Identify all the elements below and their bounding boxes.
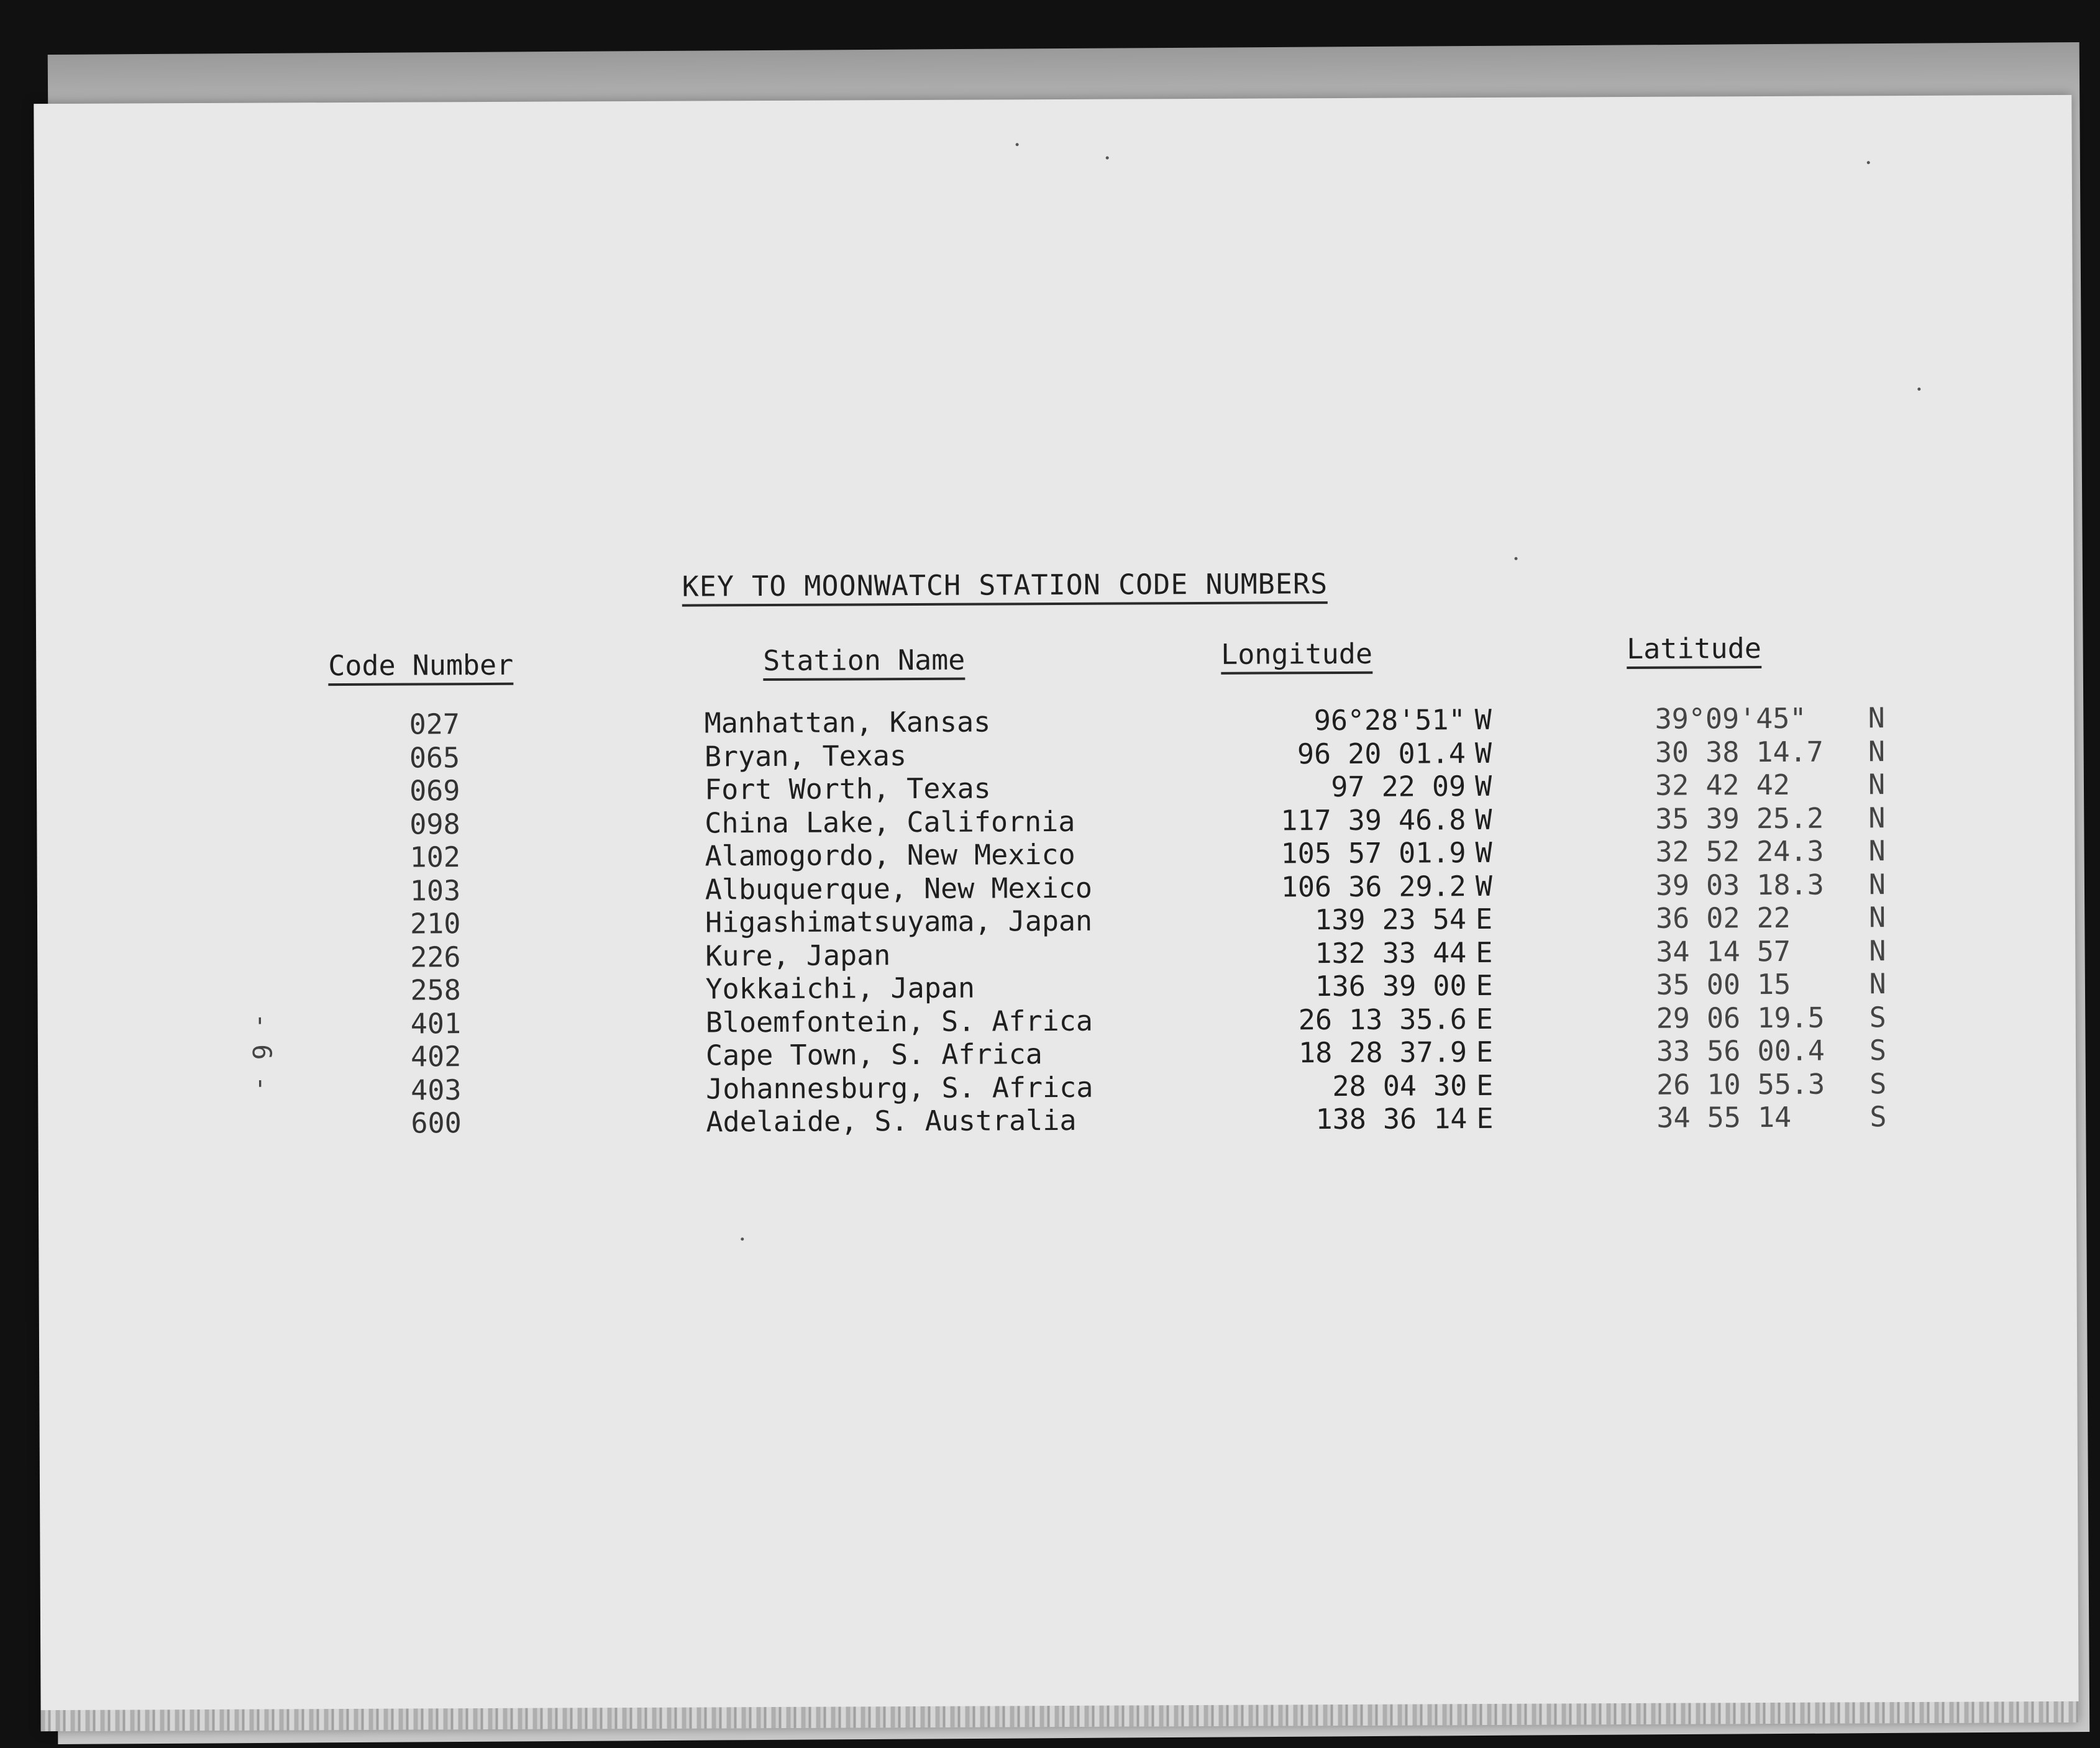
- station-cell: Bloemfontein, S. Africa: [705, 1004, 1093, 1039]
- code-cell: 600: [411, 1106, 462, 1140]
- latitude-cell: 34 14 57: [1656, 934, 1791, 968]
- code-cell: 103: [409, 873, 461, 908]
- code-cell: 102: [409, 840, 460, 874]
- station-cell: Johannesburg, S. Africa: [706, 1070, 1093, 1105]
- latitude-cell: 34 55 14: [1656, 1100, 1792, 1134]
- longitude-hemisphere-cell: W: [1475, 869, 1493, 903]
- latitude-cell: 39°09'45": [1655, 701, 1807, 735]
- longitude-cell: 138 36 14: [1315, 1102, 1468, 1136]
- latitude-hemisphere-cell: N: [1868, 834, 1886, 868]
- station-table: [37, 701, 2076, 1142]
- latitude-cell: 26 10 55.3: [1656, 1067, 1825, 1101]
- code-cell: 069: [409, 774, 460, 808]
- header-longitude: Longitude: [1221, 637, 1372, 675]
- longitude-cell: 105 57 01.9: [1281, 836, 1466, 870]
- dust-speck: [1016, 143, 1019, 146]
- station-cell: Albuquerque, New Mexico: [705, 871, 1093, 906]
- dust-speck: [1515, 557, 1518, 560]
- longitude-cell: 26 13 35.6: [1298, 1002, 1467, 1036]
- latitude-hemisphere-cell: N: [1868, 901, 1886, 934]
- latitude-cell: 35 39 25.2: [1655, 801, 1824, 835]
- latitude-cell: 29 06 19.5: [1656, 1001, 1825, 1035]
- longitude-cell: 96 20 01.4: [1297, 736, 1466, 770]
- longitude-hemisphere-cell: W: [1475, 803, 1492, 836]
- code-cell: 258: [410, 973, 461, 1007]
- code-cell: 402: [410, 1040, 462, 1073]
- latitude-cell: 33 56 00.4: [1656, 1034, 1825, 1068]
- dust-speck: [1106, 157, 1109, 160]
- document-sheet: [34, 95, 2078, 1731]
- dust-speck: [1867, 161, 1870, 164]
- longitude-hemisphere-cell: W: [1474, 736, 1492, 770]
- latitude-cell: 30 38 14.7: [1655, 735, 1824, 769]
- longitude-cell: 106 36 29.2: [1281, 869, 1466, 903]
- latitude-cell: 39 03 18.3: [1655, 868, 1824, 902]
- station-cell: Kure, Japan: [705, 938, 891, 972]
- dust-speck: [1917, 388, 1920, 391]
- latitude-hemisphere-cell: N: [1869, 934, 1886, 967]
- header-code-number: Code Number: [328, 649, 513, 686]
- longitude-cell: 18 28 37.9: [1298, 1036, 1468, 1070]
- page-number: - 6 -: [246, 1013, 278, 1092]
- longitude-cell: 132 33 44: [1315, 935, 1467, 970]
- longitude-cell: 139 23 54: [1315, 903, 1467, 937]
- latitude-hemisphere-cell: N: [1869, 967, 1886, 1001]
- longitude-cell: 28 04 30: [1332, 1068, 1468, 1103]
- code-cell: 027: [409, 708, 460, 741]
- code-cell: 098: [409, 807, 460, 841]
- longitude-hemisphere-cell: E: [1476, 1035, 1494, 1069]
- document-content: [34, 95, 2078, 1731]
- longitude-cell: 96°28'51": [1313, 703, 1466, 737]
- code-cell: 065: [409, 740, 460, 775]
- latitude-cell: 35 00 15: [1656, 967, 1791, 1001]
- code-cell: 403: [411, 1073, 462, 1107]
- latitude-hemisphere-cell: S: [1869, 1000, 1886, 1034]
- longitude-hemisphere-cell: W: [1475, 835, 1492, 870]
- latitude-hemisphere-cell: S: [1869, 1100, 1887, 1134]
- longitude-hemisphere-cell: E: [1476, 1068, 1494, 1102]
- latitude-hemisphere-cell: N: [1868, 768, 1886, 801]
- station-cell: China Lake, California: [705, 804, 1075, 839]
- station-cell: Yokkaichi, Japan: [705, 971, 975, 1006]
- station-cell: Bryan, Texas: [704, 739, 907, 773]
- header-latitude: Latitude: [1627, 632, 1761, 669]
- code-cell: 210: [409, 907, 461, 940]
- longitude-hemisphere-cell: E: [1475, 902, 1493, 936]
- latitude-cell: 32 52 24.3: [1655, 834, 1824, 868]
- latitude-hemisphere-cell: N: [1868, 801, 1886, 834]
- longitude-hemisphere-cell: E: [1476, 968, 1493, 1003]
- longitude-cell: 97 22 09: [1331, 770, 1466, 804]
- latitude-hemisphere-cell: S: [1869, 1067, 1887, 1100]
- latitude-cell: 32 42 42: [1655, 768, 1790, 802]
- longitude-hemisphere-cell: E: [1476, 935, 1493, 969]
- longitude-cell: 117 39 46.8: [1281, 803, 1466, 837]
- station-cell: Manhattan, Kansas: [704, 705, 991, 740]
- station-cell: Cape Town, S. Africa: [705, 1037, 1043, 1072]
- longitude-hemisphere-cell: E: [1476, 1101, 1494, 1136]
- latitude-hemisphere-cell: N: [1868, 867, 1886, 901]
- station-cell: Higashimatsuyama, Japan: [705, 904, 1093, 939]
- longitude-cell: 136 39 00: [1315, 969, 1467, 1003]
- code-cell: 401: [410, 1006, 462, 1040]
- document-title: KEY TO MOONWATCH STATION CODE NUMBERS: [682, 567, 1328, 607]
- latitude-hemisphere-cell: N: [1868, 734, 1886, 768]
- station-cell: Alamogordo, New Mexico: [705, 837, 1075, 873]
- longitude-hemisphere-cell: W: [1474, 769, 1492, 803]
- code-cell: 226: [410, 940, 461, 974]
- longitude-hemisphere-cell: E: [1476, 1002, 1493, 1036]
- station-cell: Fort Worth, Texas: [705, 772, 991, 806]
- latitude-hemisphere-cell: N: [1868, 701, 1885, 735]
- latitude-hemisphere-cell: S: [1869, 1034, 1887, 1067]
- latitude-cell: 36 02 22: [1655, 901, 1791, 935]
- dust-speck: [741, 1237, 744, 1240]
- header-station-name: Station Name: [763, 644, 965, 681]
- station-cell: Adelaide, S. Australia: [706, 1103, 1077, 1139]
- longitude-hemisphere-cell: W: [1474, 703, 1492, 737]
